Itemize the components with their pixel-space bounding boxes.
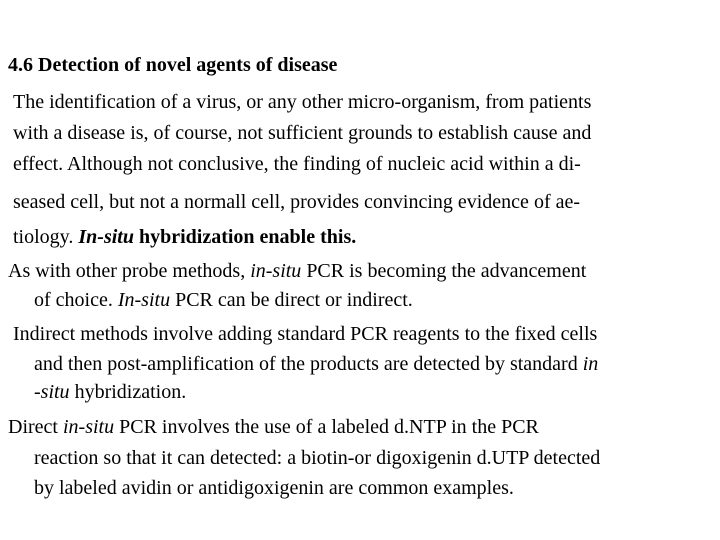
paragraph3-line3-text: hybridization. <box>69 381 187 403</box>
paragraph4-line2: reaction so that it can detected: a biotin-or digoxigenin d.UTP detected <box>34 447 601 469</box>
paragraph1-line5-italic: In-situ <box>78 226 134 248</box>
paragraph2-line1 <box>8 258 586 284</box>
paragraph1-line5 <box>13 224 356 250</box>
paragraph1-line2: with a disease is, of course, not sufficient grounds to establish cause and <box>13 122 592 144</box>
paragraph2-line1-rest: PCR is becoming the advancement <box>301 260 587 282</box>
paragraph2-line1-italic: in-situ <box>250 260 302 282</box>
paragraph4-line1-text: Direct <box>8 416 63 438</box>
paragraph3-line3 <box>34 379 186 405</box>
paragraph2-line2-italic: In-situ <box>117 289 171 311</box>
section-heading: 4.6 Detection of novel agents of disease <box>8 54 338 76</box>
paragraph1-line4: seased cell, but not a normall cell, provides convincing evidence of ae- <box>13 191 581 213</box>
paragraph2-line2 <box>34 287 413 313</box>
paragraph3-line2 <box>34 351 598 377</box>
paragraph4-line1-italic: in-situ <box>62 416 115 438</box>
paragraph3-line2-text: and then post-amplification of the products are detected by standard <box>34 353 583 375</box>
paragraph4-line1-rest: PCR involves the use of a labeled d.NTP in the PCR <box>114 416 539 438</box>
paragraph3-line2-italic: in <box>582 353 599 375</box>
paragraph1-line3: effect. Although not conclusive, the finding of nucleic acid within a di- <box>13 153 581 175</box>
paragraph4-line3: by labeled avidin or antidigoxigenin are common examples. <box>34 477 514 499</box>
paragraph2-line2-text: of choice. <box>34 289 118 311</box>
paragraph1-line5-text: tiology. <box>13 226 79 248</box>
paragraph1-line1: The identification of a virus, or any other micro-organism, from patients <box>13 91 592 113</box>
paragraph2-line2-rest: PCR can be direct or indirect. <box>170 289 413 311</box>
paragraph4-line1 <box>8 414 539 440</box>
paragraph2-line1-text: As with other probe methods, <box>8 260 251 282</box>
paragraph3-line1: Indirect methods involve adding standard PCR reagents to the fixed cells <box>13 323 598 345</box>
paragraph1-line5-bold: hybridization enable this. <box>133 226 357 248</box>
paragraph3-line3-italic: -situ <box>34 381 70 403</box>
